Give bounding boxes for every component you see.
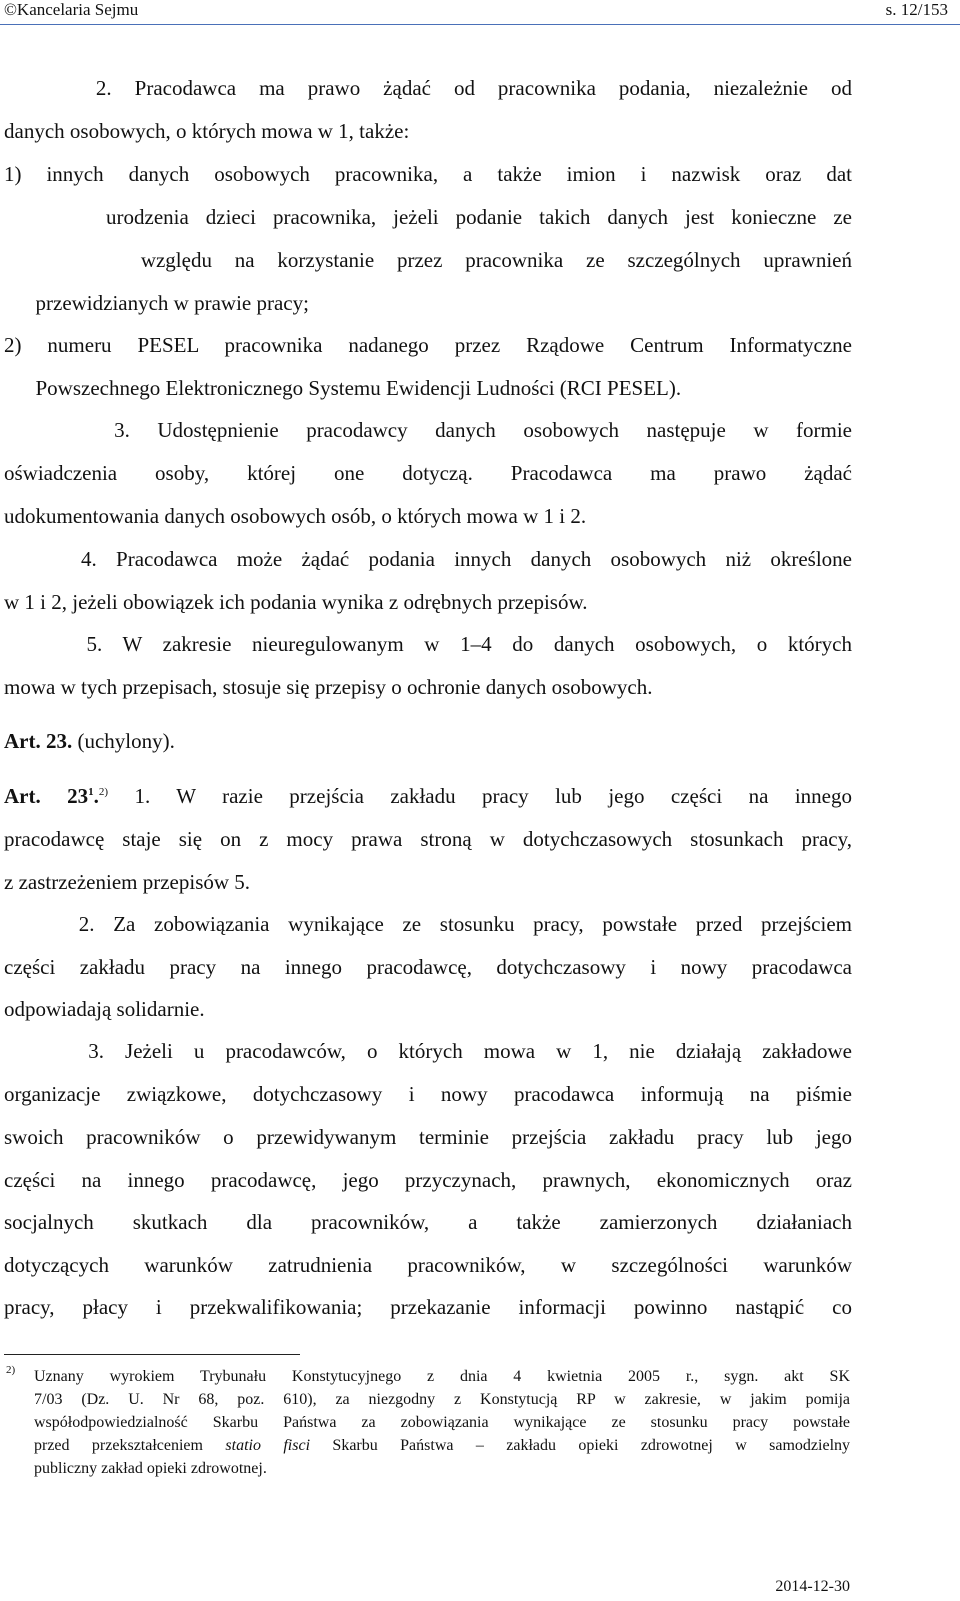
footnote-mark: 2) [6, 1364, 16, 1376]
text-line: części zakładu pracy na innego pracodawcę, dotychczasowy i nowy pracodawca [4, 955, 852, 979]
footnote-rule [4, 1354, 300, 1355]
text-line: oświadczenia osoby, której one dotyczą. Pracodawca ma prawo żądać [4, 461, 852, 485]
text-line: 3. Udostępnienie pracodawcy danych osobowych następuje w formie [4, 418, 852, 442]
text-line: 2. Pracodawca ma prawo żądać od pracownika podania, niezależnie od [4, 76, 852, 100]
text-line: 3. Jeżeli u pracodawców, o których mowa w 1, nie działają zakładowe [4, 1039, 852, 1063]
text-line: 2. Za zobowiązania wynikające ze stosunku pracy, powstałe przed przejściem [4, 912, 852, 936]
document-date: 2014-12-30 [775, 1578, 850, 1595]
text-line: danych osobowych, o których mowa w 1, także: [4, 119, 410, 143]
text-line: 2) numeru PESEL pracownika nadanego przez Rządowe Centrum Informatyczne [4, 333, 852, 357]
footnote-line: współodpowiedzialność Skarbu Państwa za zobowiązania wynikające ze stosunku pracy powstałe [34, 1414, 850, 1431]
page-header [0, 0, 960, 26]
article-23-heading: Art. 23. [4, 729, 73, 753]
footnote-line: przed przekształceniem statio fisci Skarbu Państwa – zakładu opieki zdrowotnej w samodzielny [34, 1437, 850, 1454]
text-line: 5. W zakresie nieuregulowanym w 1–4 do danych osobowych, o których [4, 632, 852, 656]
text-line: z zastrzeżeniem przepisów 5. [4, 870, 251, 894]
text-line: 1) innych danych osobowych pracownika, a także imion i nazwisk oraz dat [4, 162, 852, 186]
text-line: organizacje związkowe, dotychczasowy i nowy pracodawca informują na piśmie [4, 1082, 852, 1106]
text-line: względu na korzystanie przez pracownika ze szczególnych uprawnień [4, 248, 852, 272]
header-rule [0, 24, 960, 25]
text-line: udokumentowania danych osobowych osób, o których mowa w 1 i 2. [4, 504, 587, 528]
footnote-line: publiczny zakład opieki zdrowotnej. [34, 1460, 267, 1477]
footnote-line: 7/03 (Dz. U. Nr 68, poz. 610), za niezgodny z Konstytucją RP w zakresie, w jakim pomija [34, 1391, 850, 1408]
text-line: w 1 i 2, jeżeli obowiązek ich podania wynika z odrębnych przepisów. [4, 590, 588, 614]
text-line: socjalnych skutkach dla pracowników, a także zamierzonych działaniach [4, 1210, 852, 1234]
text-line: Powszechnego Elektronicznego Systemu Ewidencji Ludności (RCI PESEL). [4, 376, 682, 400]
text-line: części na innego pracodawcę, jego przyczynach, prawnych, ekonomicznych oraz [4, 1168, 852, 1192]
footnote-ref: 2) [98, 786, 109, 798]
text-line: 4. Pracodawca może żądać podania innych danych osobowych niż określone [4, 547, 852, 571]
article-23-1 [4, 782, 852, 810]
text-line: pracy, płacy i przekwalifikowania; przekazanie informacji powinno nastąpić co [4, 1295, 852, 1319]
footnote-line: Uznany wyrokiem Trybunału Konstytucyjnego z dnia 4 kwietnia 2005 r., sygn. akt SK [34, 1368, 850, 1385]
text-line: dotyczących warunków zatrudnienia pracowników, w szczególności warunków [4, 1253, 852, 1277]
text-line: urodzenia dzieci pracownika, jeżeli podanie takich danych jest konieczne ze [4, 205, 852, 229]
header-page-number: s. 12/153 [885, 0, 948, 19]
text-line: pracodawcę staje się on z mocy prawa stroną w dotychczasowych stosunkach pracy, [4, 827, 852, 851]
text-line: mowa w tych przepisach, stosuje się przepisy o ochronie danych osobowych. [4, 675, 653, 699]
text-line: przewidzianych w prawie pracy; [4, 291, 309, 315]
header-publisher: ©Kancelaria Sejmu [4, 0, 139, 19]
text-line: swoich pracowników o przewidywanym terminie przejścia zakładu pracy lub jego [4, 1125, 852, 1149]
article-23-text: (uchylony). [72, 729, 175, 753]
text-line: odpowiadają solidarnie. [4, 997, 205, 1021]
article-23 [4, 727, 852, 755]
article-23-1-heading: Art. $23^1$. [4, 784, 99, 808]
article-23-1-text: 1. W razie przejścia zakładu pracy lub jego części na innego [108, 784, 852, 808]
